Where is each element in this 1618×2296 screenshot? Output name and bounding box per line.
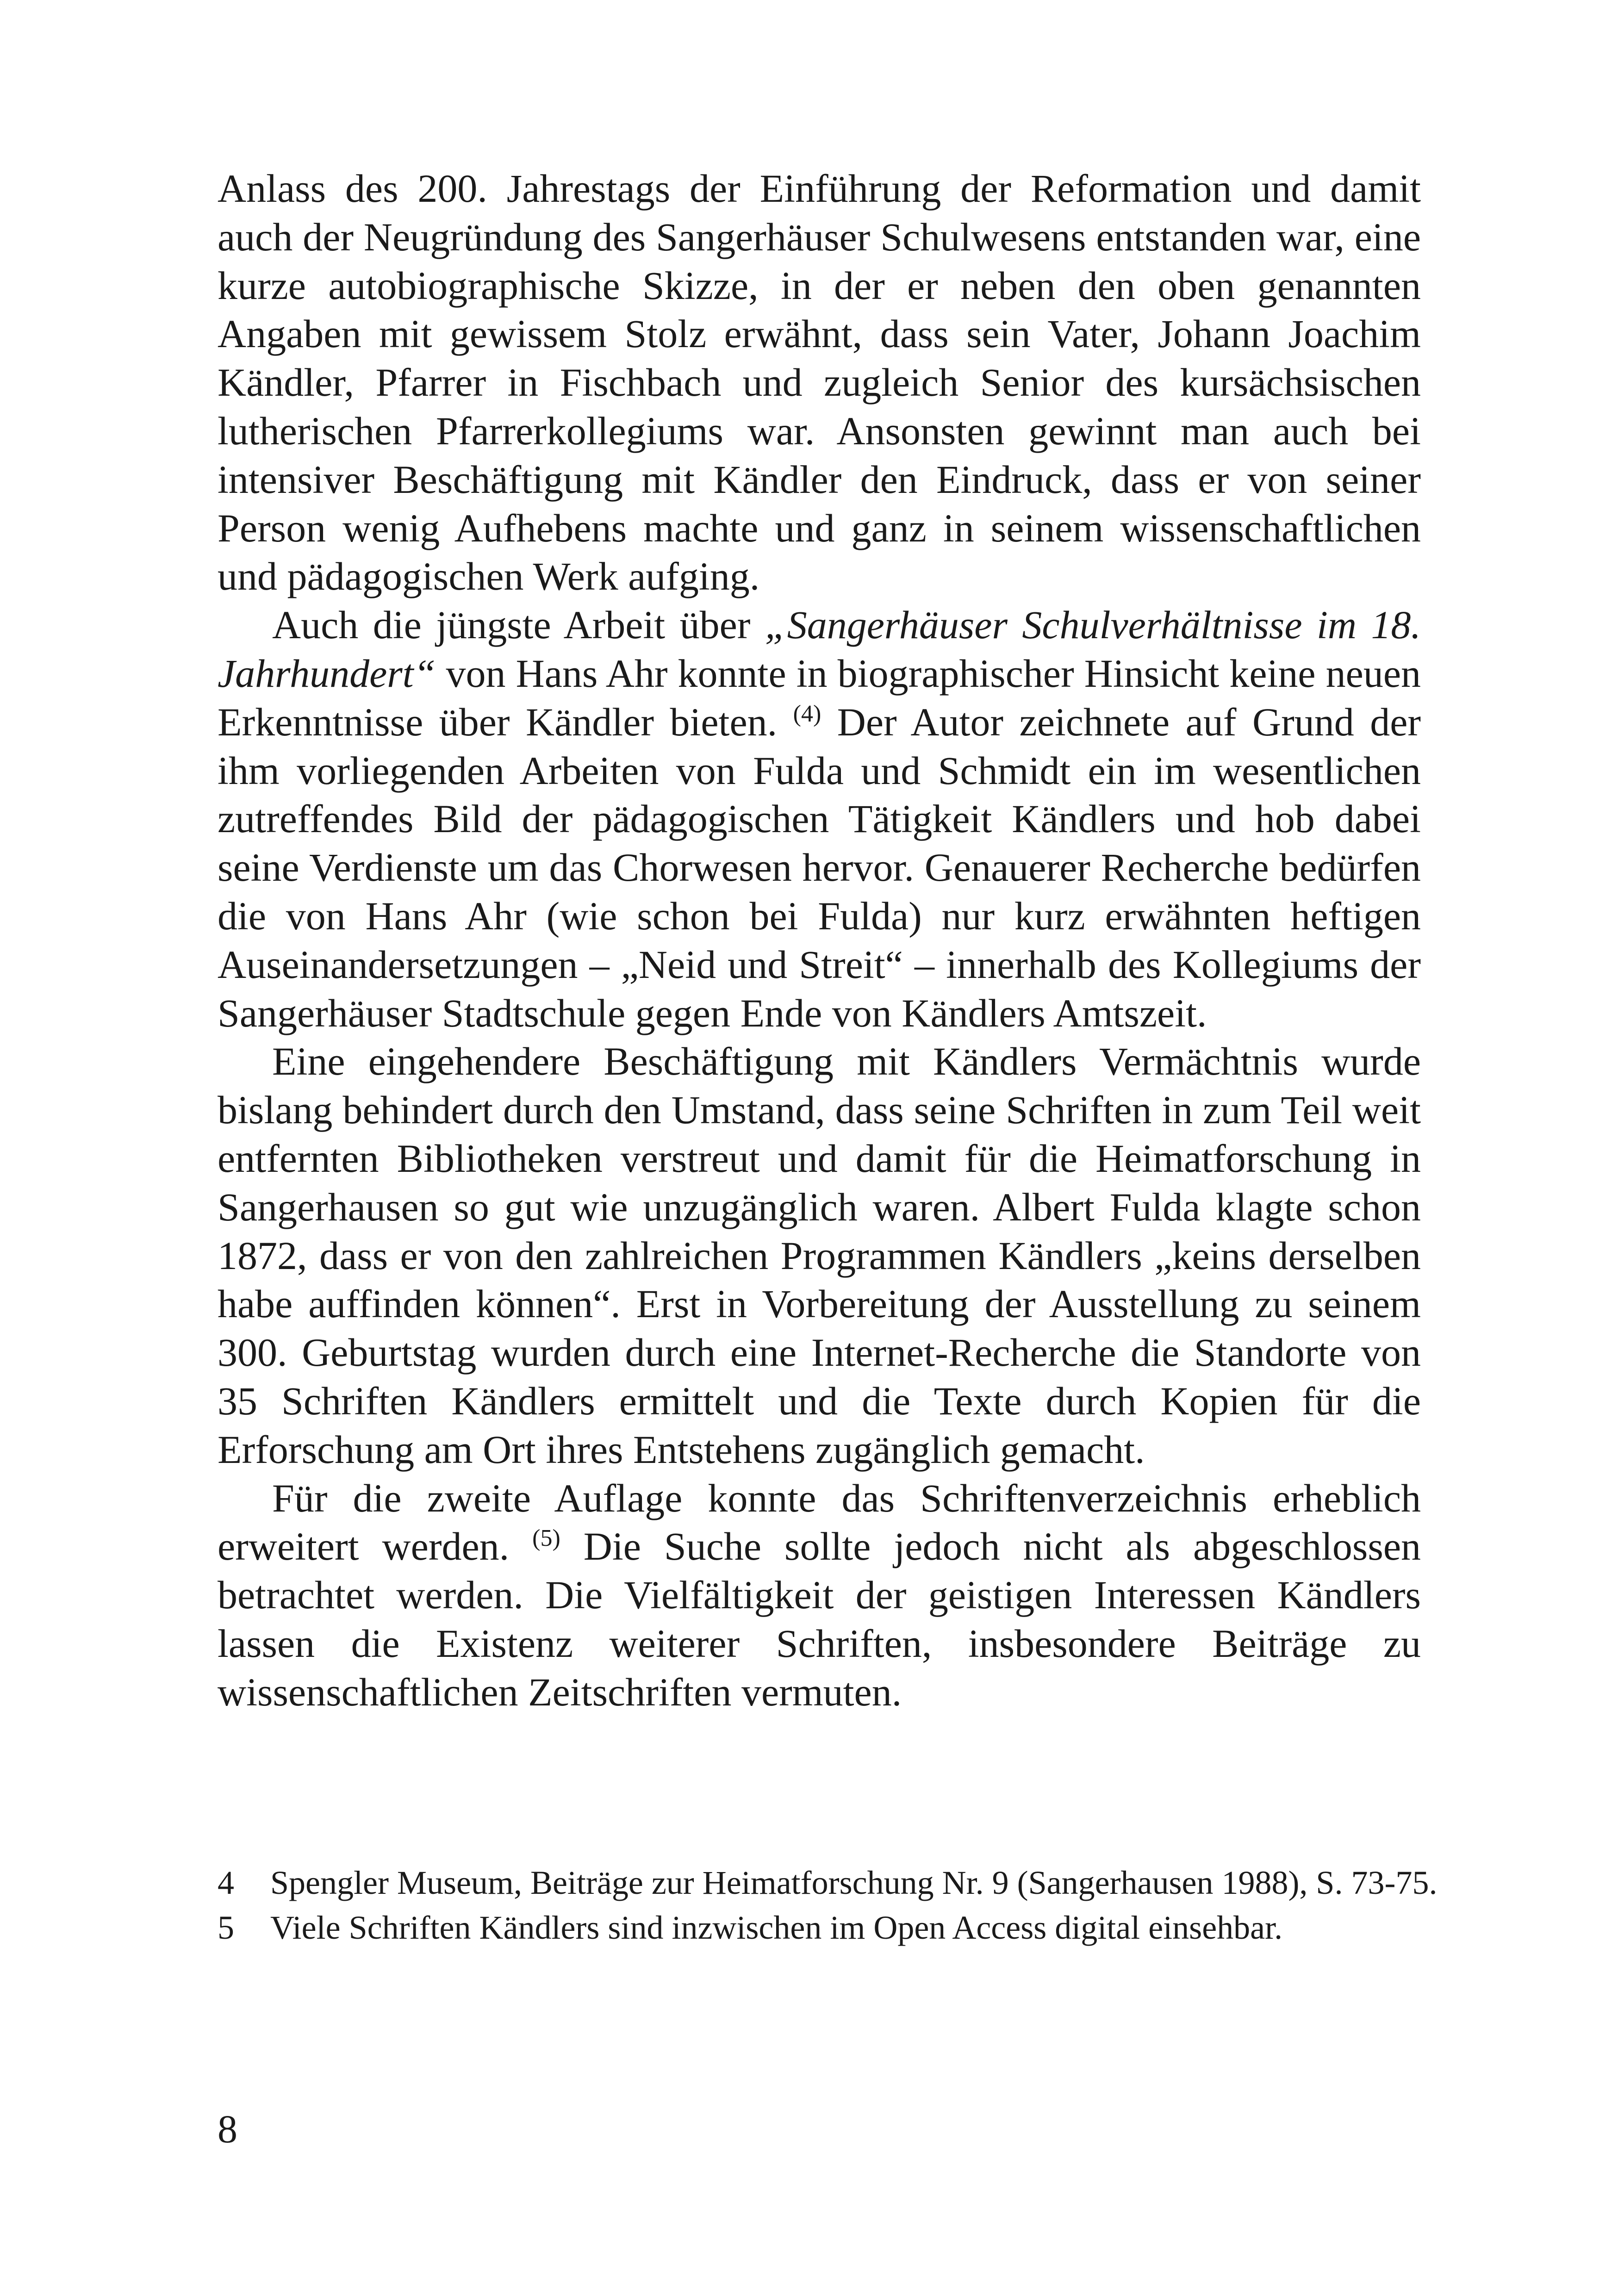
page-number: 8	[218, 2107, 237, 2151]
footnote-text: Viele Schriften Kändlers sind inzwischen im Open Access digital einsehbar.	[270, 1909, 1283, 1946]
footnote-reference-4[interactable]: (4)	[793, 700, 821, 727]
paragraph-2-text-b: von Hans Ahr konnte in biographischer Hinsicht keine neuen Erkenntnisse über Kändler bieten.	[218, 651, 1421, 744]
paragraph-4-text-b: Die Suche sollte jedoch nicht als abgeschlossen betrachtet werden. Die Vielfältigkeit der geistigen Interessen Kändlers lassen die Existenz weiterer Schriften, insbesondere Beiträge zu wissenschaftlichen Zeitschriften vermuten.	[218, 1524, 1421, 1714]
footnote-reference-5[interactable]: (5)	[532, 1525, 560, 1552]
cited-work-title: „Sangerhäuser Schulverhältnisse im 18. Jahrhundert“	[218, 603, 1421, 696]
paragraph-2	[218, 601, 1421, 1037]
footnote-4	[218, 1860, 1439, 1905]
footnote-text: Spengler Museum, Beiträge zur Heimatforschung Nr. 9 (Sangerhausen 1988), S. 73-75.	[270, 1864, 1438, 1901]
footnotes	[218, 1860, 1439, 1950]
paragraph-4	[218, 1474, 1421, 1717]
paragraph-3: Eine eingehendere Beschäftigung mit Kändlers Vermächtnis wurde bislang behindert durch den Umstand, dass seine Schriften in zum Teil weit entfernten Bibliotheken verstreut und damit für die Heimatforschung in Sangerhausen so gut wie unzugänglich waren. Albert Fulda klagte schon 1872, dass er von den zahlreichen Programmen Kändlers „keins derselben habe auffinden können“. Erst in Vorbereitung der Ausstellung zu seinem 300. Geburtstag wurden durch eine Internet-Recherche die Standorte von 35 Schriften Kändlers ermittelt und die Texte durch Kopien für die Erforschung am Ort ihres Entstehens zugänglich gemacht.	[218, 1039, 1421, 1472]
paragraph-1: Anlass des 200. Jahrestags der Einführung der Reformation und damit auch der Neugründung des Sangerhäuser Schulwesens entstanden war, eine kurze autobiographische Skizze, in der er neben den oben genannten Angaben mit gewissem Stolz erwähnt, dass sein Vater, Johann Joachim Kändler, Pfarrer in Fischbach und zugleich Senior des kursächsischen lutherischen Pfarrerkollegiums war. Ansonsten gewinnt man auch bei intensiver Beschäftigung mit Kändler den Eindruck, dass er von seiner Person wenig Aufhebens machte und ganz in seinem wissenschaftlichen und pädagogischen Werk aufging.	[218, 166, 1421, 599]
footnote-number: 4	[218, 1864, 234, 1901]
body-text	[218, 164, 1421, 1717]
paragraph-2-text-c: Der Autor zeichnete auf Grund der ihm vorliegenden Arbeiten von Fulda und Schmidt ein im wesentlichen zutreffendes Bild der pädagogischen Tätigkeit Kändlers und hob dabei seine Verdienste um das Chorwesen hervor. Genauerer Recherche bedürfen die von Hans Ahr (wie schon bei Fulda) nur kurz erwähnten heftigen Auseinandersetzungen – „Neid und Streit“ – innerhalb des Kollegiums der Sangerhäuser Stadtschule gegen Ende von Kändlers Amtszeit.	[218, 699, 1421, 1035]
footnote-number: 5	[218, 1909, 234, 1946]
paragraph-2-text-a: Auch die jüngste Arbeit über	[272, 603, 765, 647]
paragraph-4-text-a: Für die zweite Auflage konnte das Schriftenverzeichnis erheblich erweitert werden.	[218, 1475, 1421, 1569]
footnote-5	[218, 1905, 1439, 1950]
